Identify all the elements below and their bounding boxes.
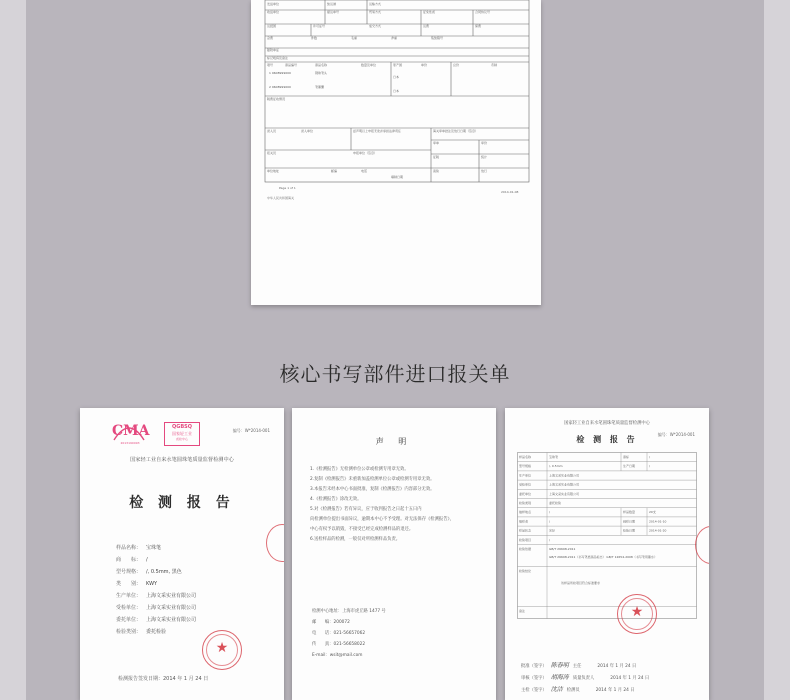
cover-field-value: / [146, 557, 148, 563]
result-cell: 型号规格 [519, 464, 532, 469]
contact-line: 传 真：021-56658022 [312, 642, 366, 647]
cover-field-value: 上海文采实业有限公司 [146, 605, 197, 611]
form-cell-label: 贸易方式 [369, 10, 382, 14]
declaration-line: 向检测单位提出书面异议，逾期本中心不予受理。对无法保存《检测报告》， [310, 517, 454, 522]
signer-row [521, 672, 649, 681]
result-cell: 受检单位 [519, 482, 532, 487]
form-cell-label: 海关审单批注及放行日期（签章） [433, 129, 479, 133]
testing-organization: 国家轻工业自来水笔圆珠笔质量监督检测中心 [130, 457, 234, 463]
signer-signature: 沈洁 [550, 686, 563, 693]
signer-role: 主检（签字） [521, 688, 547, 693]
left-border-band [0, 0, 26, 700]
result-cell: 宝珠笔 [549, 455, 559, 459]
cover-field-value: 委托检验 [146, 629, 167, 635]
result-seam-seal-icon [695, 526, 709, 564]
form-cell-label: 数量及单位 [361, 63, 377, 67]
declaration-line: 5.对《检测报告》若有异议，应于收到报告之日起十五日内 [310, 507, 422, 512]
form-cell-label: 净重 [391, 36, 398, 40]
cover-field-value: 上海文采实业有限公司 [146, 593, 197, 599]
form-footer-date: 2014-01-08 [501, 190, 519, 194]
form-cell-label: 放行 [481, 169, 488, 173]
result-cell: 抽样地点 [519, 510, 532, 515]
cover-field-value: 上海文采实业有限公司 [146, 617, 197, 623]
signer-role: 批准（签字） [521, 664, 547, 669]
issue-date: 检测报告签发日期：2014 年 1 月 24 日 [118, 676, 209, 682]
form-item-name: 笔墨囊 [315, 85, 325, 89]
form-cell-label: 报关员 [267, 151, 277, 155]
result-cell: 2014-01-20 [649, 528, 667, 533]
contact-line: 电 话：021-56657062 [312, 631, 366, 636]
cover-field-label: 检验类别： [116, 629, 142, 635]
cover-field-label: 商 标： [116, 557, 142, 563]
form-item-code: 1 9608999000 [269, 71, 291, 75]
result-cell: 抽样者 [519, 519, 529, 524]
cover-field-label: 类 别： [116, 581, 142, 587]
result-cell: 检验项目 [519, 537, 532, 542]
form-cell-label: 运费 [423, 24, 430, 28]
result-cell: / [649, 464, 651, 469]
form-cell-label: 发货单位 [267, 2, 280, 6]
declaration-line: 4.《检测报告》涂改无效。 [310, 497, 362, 502]
cover-field-value: 宝珠笔 [146, 545, 162, 551]
form-cell-label: 单位地址 [267, 169, 280, 173]
form-cell-label: 毛重 [351, 36, 358, 40]
form-cell-label: 标记唛码及备注 [267, 56, 289, 60]
section-title: 核心书写部件进口报关单 [279, 362, 511, 386]
report-cover-page [80, 408, 284, 700]
form-item-origin: 日本 [393, 89, 400, 93]
result-seal-icon: ★ [617, 594, 657, 634]
customs-form-grid [251, 0, 541, 305]
cover-field [116, 544, 161, 551]
result-cell: 20支 [649, 510, 656, 515]
report-title: 检 测 报 告 [129, 495, 235, 511]
form-cell-label: 集装箱号 [431, 36, 444, 40]
form-cell-label: 杂费 [267, 36, 274, 40]
form-cell-label: 收货单位 [267, 10, 280, 14]
document-stage [26, 0, 764, 700]
test-result-page [505, 408, 709, 700]
signer-title: 质量负责人 [572, 676, 595, 681]
signer-role: 审核（签字） [521, 676, 547, 681]
qsq-line-1: QGBSQ [171, 424, 193, 430]
declaration-page [292, 408, 496, 700]
form-cell-label: 单价 [421, 63, 428, 67]
result-table [517, 452, 697, 652]
form-cell-label: 审单 [433, 141, 440, 145]
result-cell: 商标 [623, 455, 630, 459]
form-cell-label: 装运港 [327, 2, 337, 6]
cover-field-label: 受检单位： [116, 605, 142, 611]
result-cell: 生产日期 [623, 464, 636, 469]
result-title: 检 测 报 告 [576, 434, 638, 444]
declaration-line: 2.复制《检测报告》未重新加盖检测单位公章或检测专用章无效。 [310, 477, 435, 482]
form-cell-label: 运输方式 [369, 2, 382, 6]
form-cell-label: 许可证号 [313, 24, 326, 28]
result-conclusion-text: 该样品所检项目符合标准要求 [561, 581, 601, 585]
cover-field-label: 样品名称： [116, 545, 142, 551]
cover-field [116, 616, 196, 623]
cover-field-label: 委托单位： [116, 617, 142, 623]
cover-field [116, 556, 148, 563]
form-cell-label: 征税 [433, 155, 440, 159]
result-cell: 样品状态 [519, 528, 532, 533]
declaration-line: 1.《检测报告》无检测单位公章或检测专用章无效。 [310, 467, 409, 472]
cover-field-value: KWY [146, 581, 158, 587]
signer-date: 2014 年 1 月 24 日 [595, 688, 635, 693]
result-cell: 2014-01-10 [649, 519, 667, 524]
signer-date: 2014 年 1 月 24 日 [610, 676, 650, 681]
signer-row [521, 660, 636, 669]
report-number: 编号：W*2014-001 [232, 428, 270, 433]
form-cell-label: 商品编号 [285, 63, 298, 67]
form-cell-label: 成交方式 [369, 24, 382, 28]
declaration-line: 中心有权予以销毁，不接受已经完成检测样品的退还。 [310, 527, 414, 532]
form-cell-label: 查验 [433, 169, 440, 173]
form-cell-label: 商品名称 [315, 63, 328, 67]
result-cell: 上海文采实业有限公司 [549, 491, 580, 496]
form-cell-label: 邮编 [331, 169, 338, 173]
right-border-band [764, 0, 790, 700]
cover-field [116, 568, 182, 575]
cover-field-value: /, 0.5mm, 黑色 [146, 569, 182, 575]
result-cell: 委托单位 [519, 491, 532, 496]
result-cell: 检验结论 [519, 569, 532, 573]
result-cell: 样品数量 [623, 510, 636, 515]
form-cell-label: 申报单位（签章） [353, 151, 378, 155]
form-cell-label: 总价 [453, 63, 460, 67]
declaration-title: 声 明 [375, 437, 413, 446]
result-cell: 委托检验 [549, 501, 562, 505]
qsq-line-3: 质检中心 [175, 437, 188, 441]
signer-title: 检测员 [566, 688, 580, 693]
result-cell: 上海文采实业有限公司 [549, 473, 580, 478]
result-cell: / [549, 510, 551, 515]
form-cell-label: 录入单位 [301, 129, 314, 133]
form-cell-label: 币制 [491, 63, 498, 67]
form-cell-label: 税费征收情况 [267, 97, 286, 101]
cma-mark: CMA [112, 423, 150, 439]
result-report-number: 编号：W*2014-001 [657, 432, 695, 437]
form-cell-label: 录入员 [267, 129, 277, 133]
result-cell: 上海文采实业有限公司 [549, 482, 580, 487]
seam-seal-icon [266, 524, 284, 562]
form-cell-label: 审价 [481, 141, 488, 145]
result-basis-text: GB/T 26698-2011《书写笔类商品标志》 GB/T 12654-2008《书写笔用墨水》 [549, 555, 657, 559]
signer-row [521, 684, 635, 693]
contact-line: 邮 编：200072 [312, 620, 350, 625]
result-cell: 检验日期 [623, 528, 636, 533]
result-cell: 检验类别 [519, 501, 532, 505]
form-cell-label: 电话 [361, 169, 368, 173]
form-cell-label: 运抵国 [267, 24, 277, 28]
signer-signature: 胡海涛 [550, 674, 569, 681]
cover-field [116, 604, 196, 611]
cover-field [116, 592, 196, 599]
form-cell-label: 件数 [311, 36, 318, 40]
form-cell-label: 兹声明以上申报无讹并承担法律责任 [353, 129, 402, 133]
qsq-line-2: 国家轻工业 [172, 431, 192, 436]
result-cell: /, 0.5mm [549, 464, 563, 469]
result-cell: / [549, 537, 551, 542]
customs-declaration-form [251, 0, 541, 305]
contact-line: 检测中心地址：上海市虎丘路 1477 号 [312, 609, 386, 614]
cover-field [116, 628, 166, 635]
form-cell-label: 填制日期 [391, 175, 404, 179]
contact-line: E-mail：wsit@mail.com [312, 653, 363, 658]
result-organization: 国家轻工业自来水笔圆珠笔质量监督检测中心 [564, 421, 650, 426]
form-footer-left: 中华人民共和国海关 [267, 196, 295, 200]
result-cell: 完好 [549, 528, 556, 533]
declaration-line: 6.送检样品的检测，一般仅对所检测样品负责。 [310, 537, 401, 542]
signer-title: 主任 [572, 664, 582, 669]
form-cell-label: 合同协议号 [475, 10, 491, 14]
form-cell-label: 保费 [475, 24, 482, 28]
form-item-code: 2 9608999000 [269, 85, 291, 89]
result-cell: / [649, 455, 651, 459]
form-item-origin: 日本 [393, 75, 400, 79]
form-cell-label: 提运单号 [327, 10, 340, 14]
result-cell: / [549, 519, 551, 524]
signer-signature: 陈春明 [550, 662, 569, 669]
cma-number: 2013190093 [120, 441, 140, 445]
form-cell-label: 统计 [481, 155, 488, 159]
cover-field-label: 生产单位： [116, 593, 142, 599]
declaration-line: 3.本报告未经本中心书面批准，复制《检测报告》内容部分无效。 [310, 487, 435, 492]
result-cell: 生产单位 [519, 473, 532, 478]
form-item-name: 钢珠笔头 [315, 71, 328, 75]
result-cell: 检验依据 [519, 547, 532, 551]
result-cell: 备注 [519, 609, 526, 613]
result-cell: 到样日期 [623, 519, 636, 524]
result-cell: 样品名称 [519, 455, 532, 459]
cover-field-label: 型号规格： [116, 569, 142, 575]
form-cell-label: 项号 [267, 63, 274, 67]
form-cell-label: 随附单证 [267, 48, 280, 52]
form-footer-page: Page 1 of 1 [279, 186, 296, 190]
signer-date: 2014 年 1 月 24 日 [597, 664, 637, 669]
form-cell-label: 原产国 [393, 63, 403, 67]
result-cell: GB/T 26698-2011 [549, 547, 576, 551]
form-cell-label: 征免性质 [423, 10, 436, 14]
cover-field [116, 580, 157, 587]
official-seal-icon: ★ [202, 630, 242, 670]
qsq-badge [164, 422, 200, 446]
